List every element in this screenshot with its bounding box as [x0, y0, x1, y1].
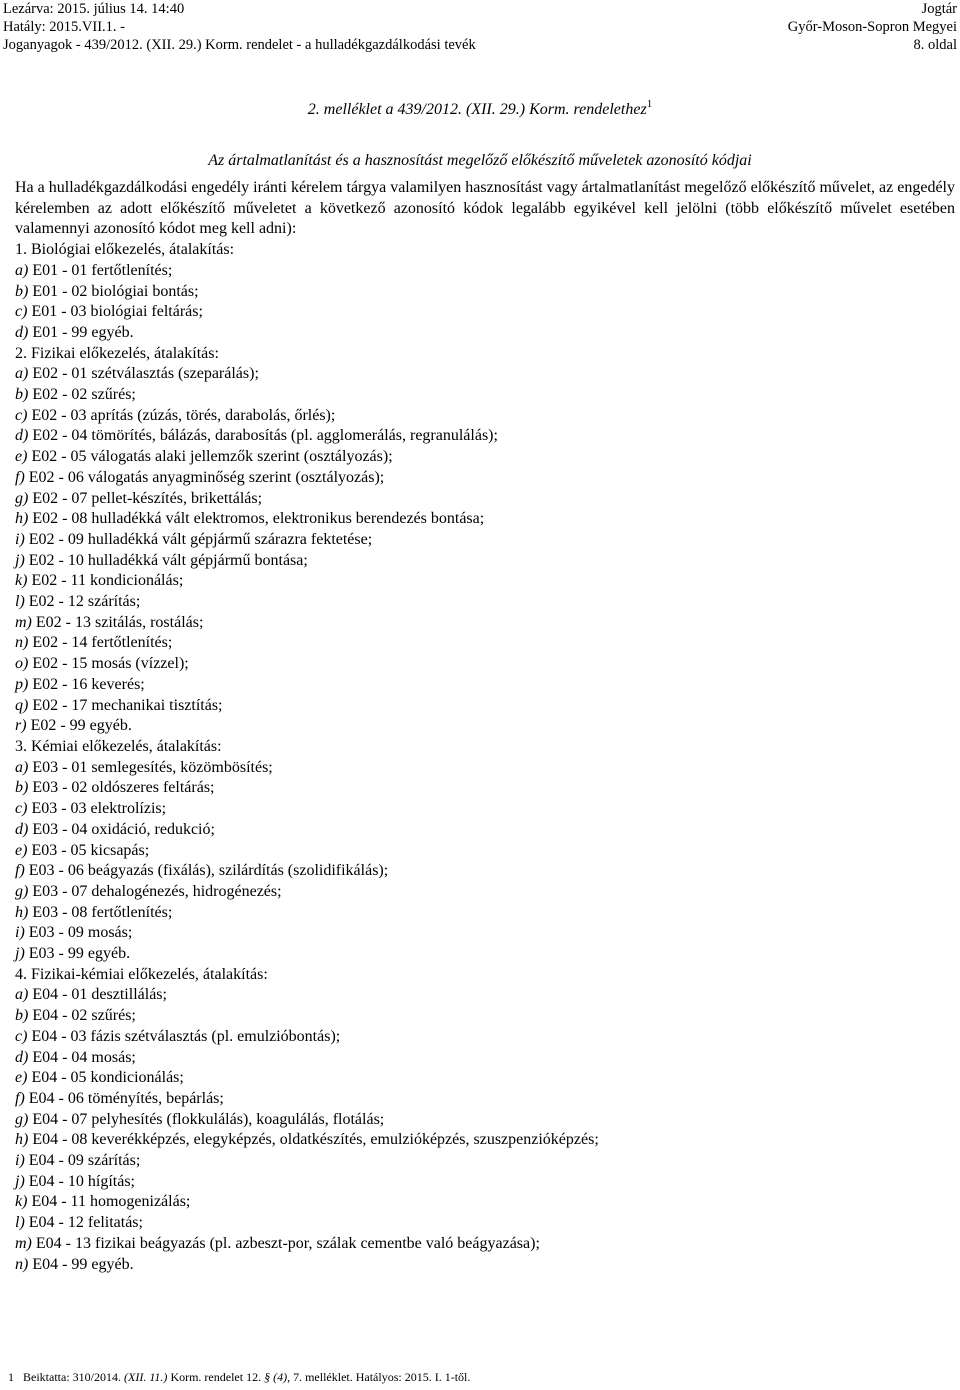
item-letter: e) [15, 1069, 28, 1087]
code-groups [15, 240, 955, 1275]
item-text: E03 - 03 elektrolízis; [31, 800, 167, 818]
group-heading: 1. Biológiai előkezelés, átalakítás: [15, 241, 235, 259]
list-item [15, 571, 955, 592]
item-letter: n) [15, 634, 29, 652]
item-text: E01 - 01 fertőtlenítés; [32, 261, 173, 279]
item-text: E03 - 07 dehalogénezés, hidrogénezés; [32, 882, 282, 900]
annex-reference-text: 2. melléklet a 439/2012. (XII. 29.) Korm. rendelethez [307, 101, 647, 118]
list-item [15, 923, 955, 944]
list-item [15, 633, 955, 654]
list-item [15, 861, 955, 882]
list-item [15, 696, 955, 717]
list-item [15, 282, 955, 303]
list-item [15, 592, 955, 613]
item-letter: h) [15, 1131, 29, 1149]
item-text: E02 - 09 hulladékká vált gépjármű szárazra fektetése; [28, 530, 373, 548]
header-effective-date: Hatály: 2015.VII.1. - [3, 19, 126, 35]
item-letter: a) [15, 261, 29, 279]
list-item [15, 509, 955, 530]
list-item [15, 1027, 955, 1048]
item-letter: h) [15, 903, 29, 921]
item-text: E02 - 13 szitálás, rostálás; [35, 613, 204, 631]
item-text: E03 - 05 kicsapás; [31, 841, 150, 859]
group-heading: 4. Fizikai-kémiai előkezelés, átalakítás: [15, 965, 268, 983]
header-closing-date: Lezárva: 2015. július 14. 14:40 [3, 1, 185, 17]
item-letter: j) [15, 551, 25, 569]
list-item [15, 820, 955, 841]
item-text: E04 - 01 desztillálás; [32, 986, 167, 1004]
item-letter: q) [15, 696, 29, 714]
item-letter: c) [15, 406, 28, 424]
list-item [15, 1048, 955, 1069]
item-text: E02 - 03 aprítás (zúzás, törés, darabolás, őrlés); [31, 406, 336, 424]
list-item [15, 489, 955, 510]
item-letter: j) [15, 1172, 25, 1190]
item-text: E04 - 11 homogenizálás; [31, 1193, 191, 1211]
item-letter: f) [15, 862, 25, 880]
item-letter: l) [15, 1214, 25, 1232]
list-item [15, 758, 955, 779]
list-item [15, 385, 955, 406]
item-text: E01 - 02 biológiai bontás; [32, 282, 199, 300]
item-letter: a) [15, 365, 29, 383]
header-page-number: 8. oldal [913, 37, 957, 53]
item-text: E04 - 05 kondicionálás; [31, 1069, 184, 1087]
item-text: E02 - 17 mechanikai tisztítás; [32, 696, 223, 714]
item-letter: b) [15, 779, 29, 797]
list-item [15, 799, 955, 820]
annex-reference [0, 100, 960, 120]
item-text: E04 - 12 felitatás; [28, 1214, 143, 1232]
footnote-mark[interactable]: 1 [646, 98, 653, 110]
group-heading: 3. Kémiai előkezelés, átalakítás: [15, 737, 222, 755]
list-item [15, 1068, 955, 1089]
item-text: E02 - 15 mosás (vízzel); [32, 655, 189, 673]
document-body [15, 178, 955, 1275]
list-item [15, 1192, 955, 1213]
item-text: E03 - 08 fertőtlenítés; [32, 903, 173, 921]
item-letter: l) [15, 593, 25, 611]
item-letter: d) [15, 1048, 29, 1066]
item-letter: c) [15, 1027, 28, 1045]
item-text: E02 - 01 szétválasztás (szeparálás); [32, 365, 259, 383]
item-letter: j) [15, 945, 25, 963]
list-item [15, 426, 955, 447]
item-text: E03 - 09 mosás; [28, 924, 133, 942]
list-item [15, 944, 955, 965]
item-letter: i) [15, 1152, 25, 1170]
list-item [15, 468, 955, 489]
item-text: E02 - 08 hulladékká vált elektromos, elektronikus berendezés bontása; [32, 510, 485, 528]
item-text: E02 - 02 szűrés; [32, 386, 136, 404]
item-letter: c) [15, 800, 28, 818]
list-item [15, 716, 955, 737]
item-text: E02 - 07 pellet-készítés, brikettálás; [32, 489, 263, 507]
item-text: E04 - 10 hígítás; [28, 1172, 135, 1190]
item-text: E02 - 10 hulladékká vált gépjármű bontása; [28, 551, 308, 569]
intro-paragraph: Ha a hulladékgazdálkodási engedély iránti kérelem tárgya valamilyen hasznosítást vagy ártalmatlanítást megelőző előkészítő művelet, az engedély kérelemben az adott előkészítő műveletet a következő azonosító kódok legalább egyikével kell jelölni (több előkészítő művelet esetében valamennyi azonosító kódot meg kell adni): [15, 179, 955, 238]
footnote-date-italic: (XII. 11.) [124, 1370, 168, 1384]
item-text: E04 - 07 pelyhesítés (flokkulálás), koagulálás, flotálás; [32, 1110, 385, 1128]
footnote-number: 1 [8, 1370, 14, 1384]
footnote-text-middle: Korm. rendelet 12. [170, 1370, 262, 1384]
list-item [15, 1089, 955, 1110]
list-item [15, 778, 955, 799]
item-letter: o) [15, 655, 29, 673]
item-letter: d) [15, 323, 29, 341]
list-item [15, 675, 955, 696]
item-text: E02 - 14 fertőtlenítés; [32, 634, 173, 652]
document-title: Az ártalmatlanítást és a hasznosítást megelőző előkészítő műveletek azonosító kódjai [208, 152, 752, 169]
list-item [15, 302, 955, 323]
item-text: E02 - 04 tömörítés, bálázás, darabosítás (pl. agglomerálás, regranulálás); [32, 427, 498, 445]
item-letter: e) [15, 841, 28, 859]
item-letter: b) [15, 1007, 29, 1025]
item-letter: d) [15, 820, 29, 838]
header-document-reference: Joganyagok - 439/2012. (XII. 29.) Korm. rendelet - a hulladékgazdálkodási tevék [3, 37, 476, 53]
item-letter: b) [15, 282, 29, 300]
item-letter: g) [15, 882, 29, 900]
item-text: E03 - 04 oxidáció, redukció; [32, 820, 215, 838]
item-text: E01 - 99 egyéb. [32, 323, 134, 341]
list-item [15, 1255, 955, 1276]
item-text: E04 - 04 mosás; [32, 1048, 136, 1066]
item-text: E04 - 09 szárítás; [28, 1152, 141, 1170]
list-item [15, 323, 955, 344]
item-letter: i) [15, 924, 25, 942]
list-item [15, 1130, 955, 1151]
item-text: E03 - 02 oldószeres feltárás; [32, 779, 215, 797]
item-letter: r) [15, 717, 27, 735]
item-letter: m) [15, 613, 32, 631]
list-item [15, 551, 955, 572]
footnote-text-end: 7. melléklet. Hatályos: 2015. I. 1-től. [293, 1370, 471, 1384]
list-item [15, 841, 955, 862]
list-item [15, 985, 955, 1006]
list-item [15, 613, 955, 634]
header-publisher: Jogtár [921, 1, 957, 17]
list-item [15, 1172, 955, 1193]
item-letter: b) [15, 386, 29, 404]
list-item [15, 882, 955, 903]
item-letter: n) [15, 1255, 29, 1273]
item-text: E02 - 11 kondicionálás; [31, 572, 184, 590]
item-text: E02 - 12 szárítás; [28, 593, 141, 611]
item-text: E04 - 03 fázis szétválasztás (pl. emulzióbontás); [31, 1027, 341, 1045]
item-letter: d) [15, 427, 29, 445]
item-letter: g) [15, 1110, 29, 1128]
item-text: E04 - 13 fizikai beágyazás (pl. azbeszt-por, szálak cementbe való beágyazása); [35, 1234, 540, 1252]
item-text: E02 - 06 válogatás anyagminőség szerint (osztályozás); [28, 468, 385, 486]
item-text: E04 - 06 töményítés, bepárlás; [28, 1089, 224, 1107]
item-letter: a) [15, 758, 29, 776]
item-letter: k) [15, 1193, 28, 1211]
footnote-text-start: Beiktatta: 310/2014. [23, 1370, 121, 1384]
list-item [15, 1006, 955, 1027]
list-item [15, 364, 955, 385]
item-letter: f) [15, 468, 25, 486]
page-header [3, 0, 957, 56]
item-text: E03 - 01 semlegesítés, közömbösítés; [32, 758, 273, 776]
list-item [15, 447, 955, 468]
list-item [15, 654, 955, 675]
item-letter: g) [15, 489, 29, 507]
list-item [15, 1151, 955, 1172]
item-text: E04 - 08 keverékképzés, elegyképzés, oldatkészítés, emulzióképzés, szuszpenzióképzés; [32, 1131, 599, 1149]
list-item [15, 903, 955, 924]
item-text: E03 - 06 beágyazás (fixálás), szilárdítás (szolidifikálás); [28, 862, 389, 880]
footnote-section-italic: § (4), [264, 1370, 291, 1384]
item-letter: c) [15, 303, 28, 321]
list-item [15, 1213, 955, 1234]
list-item [15, 406, 955, 427]
footnote [8, 1370, 470, 1384]
list-item [15, 530, 955, 551]
header-right [788, 0, 957, 54]
list-item [15, 261, 955, 282]
list-item [15, 1234, 955, 1255]
item-letter: a) [15, 986, 29, 1004]
header-left [3, 0, 476, 54]
group-heading: 2. Fizikai előkezelés, átalakítás: [15, 344, 219, 362]
item-text: E04 - 99 egyéb. [32, 1255, 134, 1273]
item-letter: m) [15, 1234, 32, 1252]
item-text: E03 - 99 egyéb. [28, 945, 131, 963]
item-text: E02 - 16 keverés; [32, 675, 145, 693]
item-letter: i) [15, 530, 25, 548]
item-letter: p) [15, 675, 29, 693]
list-item [15, 1110, 955, 1131]
item-letter: f) [15, 1089, 25, 1107]
item-text: E02 - 99 egyéb. [30, 717, 132, 735]
item-text: E01 - 03 biológiai feltárás; [31, 303, 203, 321]
item-text: E02 - 05 válogatás alaki jellemzők szerint (osztályozás); [31, 448, 393, 466]
item-text: E04 - 02 szűrés; [32, 1007, 136, 1025]
item-letter: e) [15, 448, 28, 466]
header-county: Győr-Moson-Sopron Megyei [787, 19, 957, 35]
item-letter: k) [15, 572, 28, 590]
item-letter: h) [15, 510, 29, 528]
